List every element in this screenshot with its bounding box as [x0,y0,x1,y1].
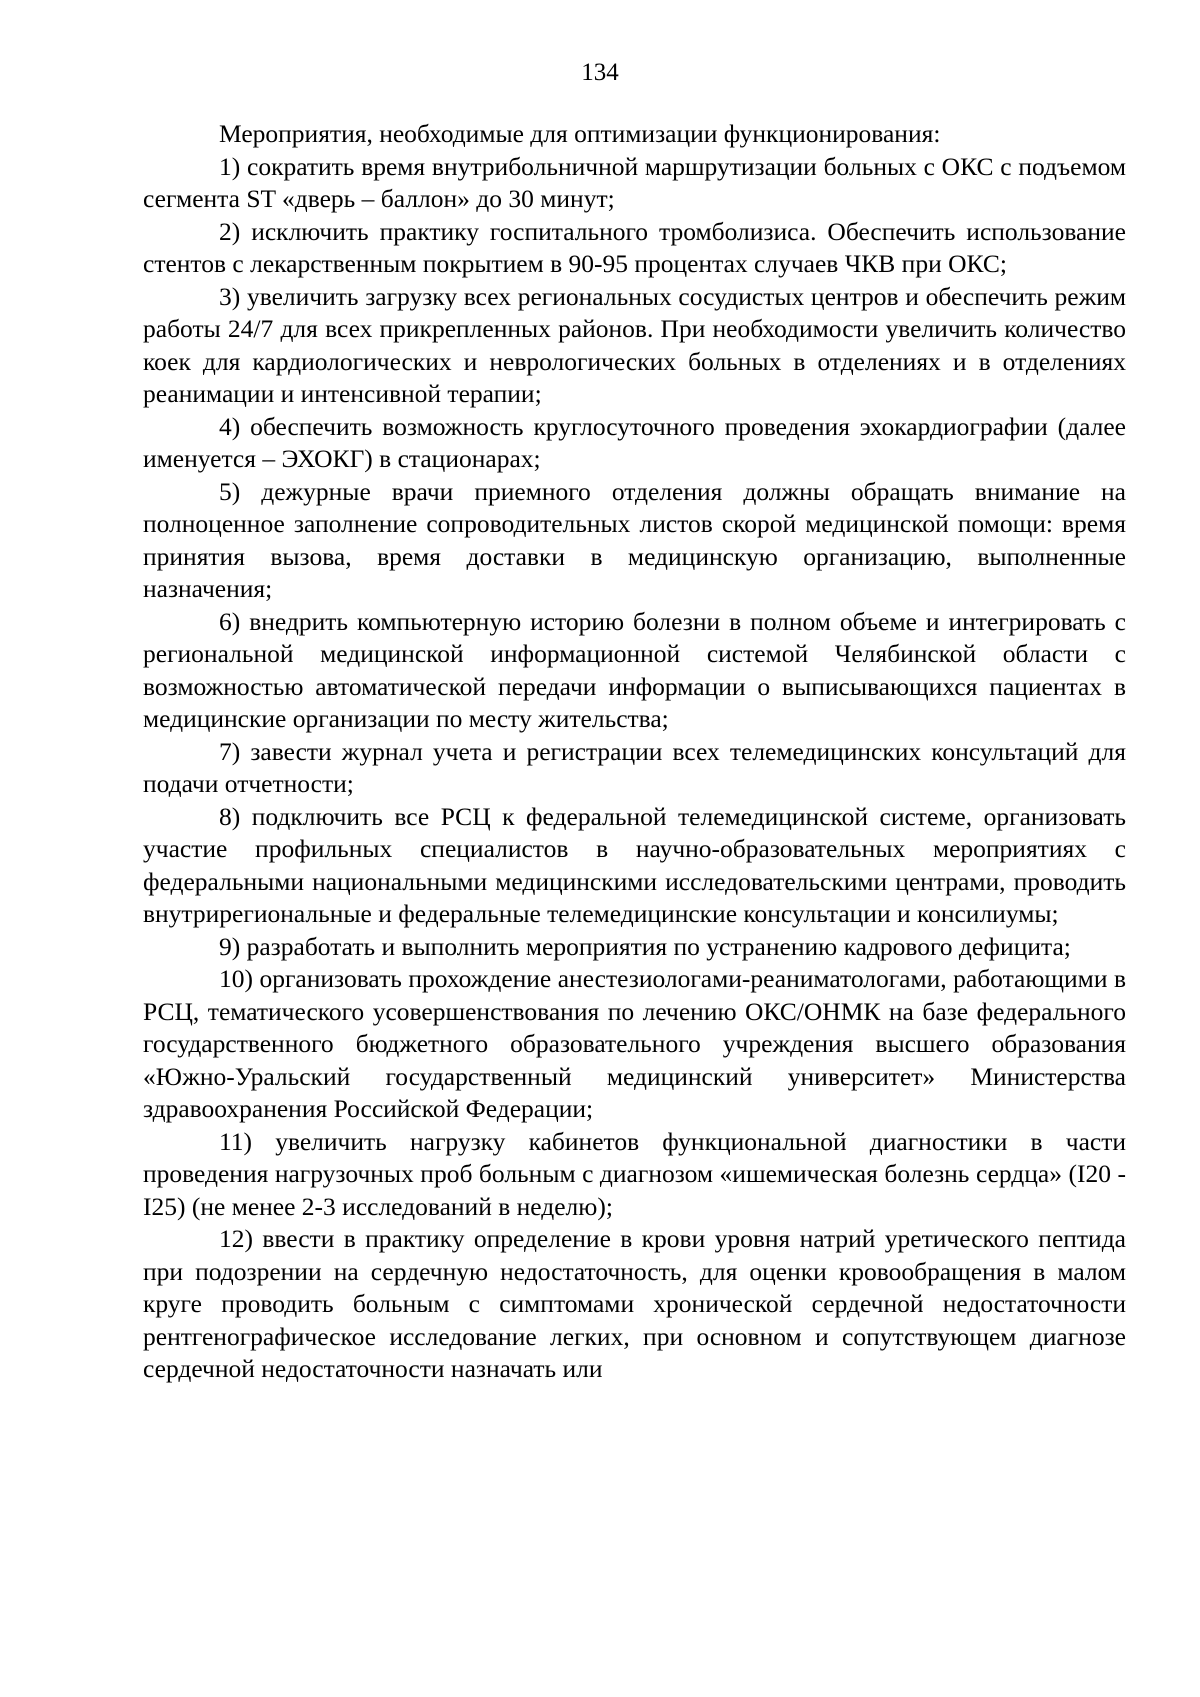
list-item: 4) обеспечить возможность круглосуточного проведения эхокардиографии (далее именуется – ЭХОКГ) в стационарах; [143,411,1126,473]
list-item: 9) разработать и выполнить мероприятия по устранению кадрового дефицита; [219,931,1071,961]
list-item: 10) организовать прохождение анестезиологами-реаниматологами, работающими в РСЦ, тематического усовершенствования по лечению ОКС/ОНМК на базе федерального государственного бюджетного образовательного учреждения высшего образования «Южно-Уральский государственный медицинский университет» Министерства здравоохранения Российской Федерации; [143,964,1126,1123]
list-item: 2) исключить практику госпитального тромболизиса. Обеспечить использование стентов с лекарственным покрытием в 90-95 процентах случаев ЧКВ при ОКС; [143,216,1126,278]
list-item: 5) дежурные врачи приемного отделения должны обращать внимание на полноценное заполнение сопроводительных листов скорой медицинской помощи: время принятия вызова, время доставки в медицинскую организацию, выполненные назначения; [143,476,1126,603]
document-body [143,118,1126,1386]
list-item: 1) сократить время внутрибольничной маршрутизации больных с ОКС с подъемом сегмента ST «дверь – баллон» до 30 минут; [143,151,1126,213]
intro-paragraph: Мероприятия, необходимые для оптимизации функционирования: [219,119,941,148]
list-item: 6) внедрить компьютерную историю болезни в полном объеме и интегрировать с региональной медицинской информационной системой Челябинской области с возможностью автоматической передачи информации о выписывающихся пациентах в медицинские организации по месту жительства; [143,606,1126,733]
list-item: 8) подключить все РСЦ к федеральной телемедицинской системе, организовать участие профильных специалистов в научно-образовательных мероприятиях с федеральными национальными медицинскими исследовательскими центрами, проводить внутрирегиональные и федеральные телемедицинские консультации и консилиумы; [143,801,1126,928]
page-number: 134 [581,59,619,86]
list-item: 7) завести журнал учета и регистрации всех телемедицинских консультаций для подачи отчетности; [143,736,1126,798]
list-item: 11) увеличить нагрузку кабинетов функциональной диагностики в части проведения нагрузочных проб больным с диагнозом «ишемическая болезнь сердца» (I20 - I25) (не менее 2-3 исследований в неделю); [143,1126,1126,1221]
list-item: 12) ввести в практику определение в крови уровня натрий уретического пептида при подозрении на сердечную недостаточность, для оценки кровообращения в малом круге проводить больным с симптомами хронической сердечной недостаточности рентгенографическое исследование легких, при основном и сопутствующем диагнозе сердечной недостаточности назначать или [143,1224,1126,1383]
list-item: 3) увеличить загрузку всех региональных сосудистых центров и обеспечить режим работы 24/7 для всех прикрепленных районов. При необходимости увеличить количество коек для кардиологических и неврологических больных в отделениях и в отделениях реанимации и интенсивной терапии; [143,281,1126,408]
